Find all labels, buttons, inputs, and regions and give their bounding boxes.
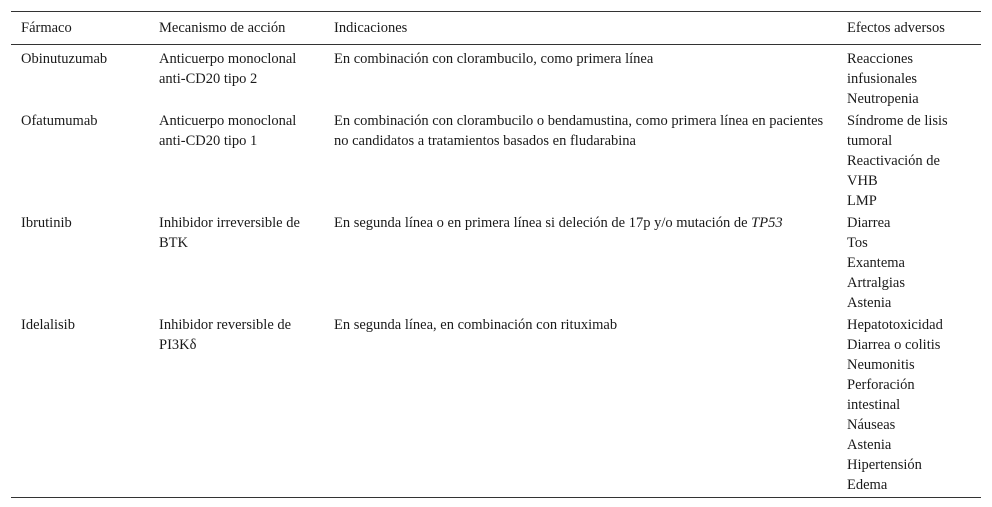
- drug-name: Ibrutinib: [21, 215, 72, 231]
- adverse-effect-item: Edema: [847, 477, 888, 493]
- indication-text: En combinación con clorambucilo o bendamustina, como primera línea en pacientes no candidatos a tratamientos basados en fludarabina: [334, 113, 824, 149]
- adverse-effects: [837, 45, 981, 112]
- mechanism: Anticuerpo monoclonal anti-CD20 tipo 1: [159, 113, 297, 149]
- adverse-effect-item: Diarrea o colitis: [847, 337, 941, 353]
- drug-table-container: [11, 11, 981, 498]
- header-drug: Fármaco: [21, 20, 72, 36]
- indication-text: En combinación con clorambucilo, como primera línea: [334, 51, 654, 67]
- indication-text: En segunda línea, en combinación con rituximab: [334, 317, 618, 333]
- mechanism: Anticuerpo monoclonal anti-CD20 tipo 2: [159, 51, 297, 87]
- drug-name: Obinutuzumab: [21, 51, 108, 67]
- drug-name: Idelalisib: [21, 317, 75, 333]
- adverse-effect-item: Tos: [847, 235, 868, 251]
- adverse-effect-item: LMP: [847, 193, 877, 209]
- adverse-effect-item: Perforación intestinal: [847, 377, 915, 413]
- table-body: [11, 45, 981, 498]
- adverse-effect-item: Neutropenia: [847, 91, 919, 107]
- adverse-effect-item: Exantema: [847, 255, 905, 271]
- adverse-effect-item: Diarrea: [847, 215, 891, 231]
- table-header-row: [11, 12, 981, 45]
- header-indications: Indicaciones: [334, 20, 408, 36]
- adverse-effect-item: Astenia: [847, 437, 892, 453]
- adverse-effects: [837, 111, 981, 213]
- adverse-effects: [837, 213, 981, 315]
- adverse-effect-item: Reacciones infusionales: [847, 51, 918, 87]
- adverse-effect-item: Síndrome de lisis tumoral: [847, 113, 948, 149]
- adverse-effect-item: Astenia: [847, 295, 892, 311]
- adverse-effect-item: Artralgias: [847, 275, 905, 291]
- table-row: [11, 213, 981, 315]
- adverse-effect-item: Hipertensión: [847, 457, 922, 473]
- indication: [324, 213, 837, 315]
- table-row: [11, 111, 981, 213]
- indication: [324, 45, 837, 112]
- adverse-effect-item: Náuseas: [847, 417, 896, 433]
- indication: [324, 315, 837, 498]
- drug-name: Ofatumumab: [21, 113, 98, 129]
- table-row: [11, 45, 981, 112]
- mechanism: Inhibidor irreversible de BTK: [159, 215, 300, 251]
- indication: [324, 111, 837, 213]
- indication-text: En segunda línea o en primera línea si deleción de 17p y/o mutación de: [334, 215, 752, 231]
- table-row: [11, 315, 981, 498]
- header-adverse-effects: Efectos adversos: [847, 20, 945, 36]
- header-mechanism: Mecanismo de acción: [159, 20, 286, 36]
- mechanism: Inhibidor reversible de PI3Kδ: [159, 317, 292, 353]
- adverse-effect-item: Hepatotoxicidad: [847, 317, 943, 333]
- adverse-effect-item: Reactivación de VHB: [847, 153, 940, 189]
- indication-gene: TP53: [751, 215, 783, 231]
- adverse-effects: [837, 315, 981, 498]
- drug-table: [11, 11, 981, 498]
- adverse-effect-item: Neumonitis: [847, 357, 915, 373]
